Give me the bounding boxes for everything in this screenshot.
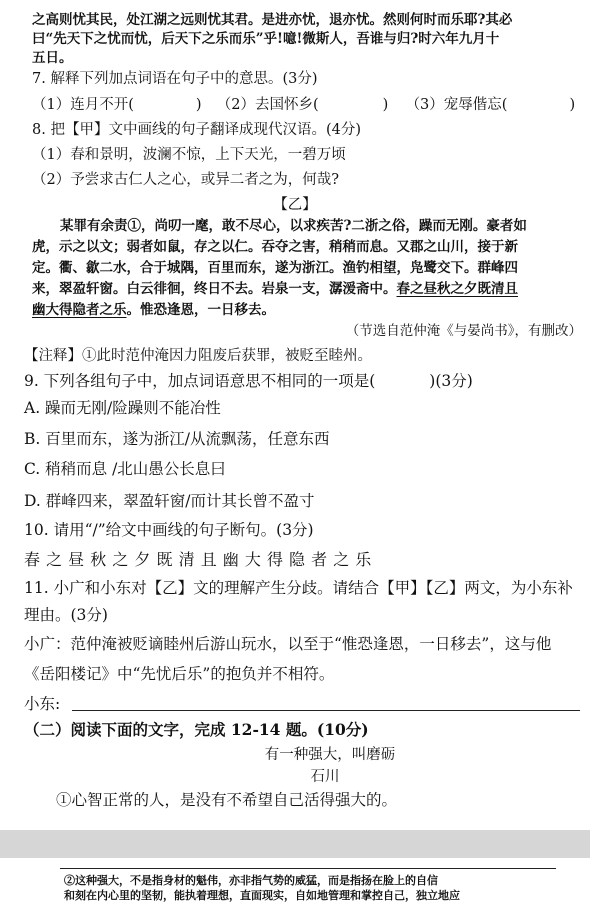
passage-yi-line-2: 虎，示之以文；弱者如鼠，存之以仁。吞夺之害，稍稍而息。又郡之山川，接于新 <box>32 239 518 255</box>
page-gap <box>0 830 590 858</box>
q9-stem <box>24 369 582 391</box>
q9-stem-close: )(3分) <box>429 372 473 390</box>
passage-yi-line-4-a: 来，翠盈轩窗。白云徘徊，终日不去。岩泉一支，潺湲斋中。 <box>32 281 397 297</box>
q9-option-a: A. 躁而无刚/险躁则不能冶性 <box>24 399 221 417</box>
q11-answer-line[interactable] <box>72 710 580 711</box>
passage-jia-line-1: 之高则忧其民，处江湖之远则忧其君。是进亦忧，退亦忧。然则何时而乐耶?其必 <box>32 12 513 28</box>
q10-sentence: 春 之 昼 秋 之 夕 既 清 且 幽 大 得 隐 者 之 乐 <box>24 550 372 569</box>
passage-yi-source: （节选自范仲淹《与晏尚书》，有删改） <box>345 323 582 339</box>
q9-option-b: B. 百里而东，遂为浙江/从流飘荡，任意东西 <box>24 430 330 448</box>
passage-yi-note: 【注释】①此时范仲淹因力阻废后获罪，被贬至睦州。 <box>24 348 372 364</box>
q7-item-1-close: ) <box>195 97 202 113</box>
q11-stem-line-2: 理由。(3分) <box>24 606 108 624</box>
page-2-top-rule <box>60 868 556 869</box>
q8-item-1: （1）春和景明，波澜不惊，上下天光，一碧万顷 <box>32 147 346 163</box>
article-para-2-line-2: 和刻在内心里的坚韧，能执着理想，直面现实，自如地管理和掌控自己，独立地应 <box>64 889 460 902</box>
passage-yi-line-4 <box>32 277 582 297</box>
passage-yi-heading: 【乙】 <box>273 197 317 213</box>
passage-jia-line-2: 曰“先天下之忧而忧，后天下之乐而乐”乎!噫!微斯人，吾谁与归?时六年九月十 <box>32 31 500 47</box>
q7-item-2: （2）去国怀乡( <box>216 97 319 113</box>
passage-yi-underlined-b: 幽大得隐者之乐 <box>32 302 127 318</box>
passage-yi-line-5-b: 。惟恐逢恩，一日移去。 <box>126 302 275 318</box>
article-author: 石川 <box>310 769 340 785</box>
q7-stem: 7. 解释下列加点词语在句子中的意思。(3分) <box>32 71 318 87</box>
passage-yi-line-1: 某罪有余责①，尚叨一麾，敢不尽心，以求疾苦?二浙之俗，躁而无刚。豪者如 <box>60 218 527 234</box>
q11-xiaodong-label: 小东: <box>24 695 61 713</box>
q9-option-c: C. 稍稍而息 /北山愚公长息曰 <box>24 460 226 478</box>
passage-yi-underlined-a: 春之昼秋之夕既清且 <box>396 281 518 297</box>
q7-items <box>32 93 582 114</box>
q7-item-2-close: ) <box>382 97 389 113</box>
article-para-2-line-1: ②这种强大，不是指身材的魁伟，亦非指气势的威猛，而是指扬在脸上的自信 <box>64 874 438 887</box>
q8-stem: 8. 把【甲】文中画线的句子翻译成现代汉语。(4分) <box>32 122 361 138</box>
passage-jia-line-3: 五日。 <box>32 50 73 66</box>
section-2-heading: （二）阅读下面的文字，完成 12-14 题。(10分) <box>24 720 369 739</box>
q9-option-d: D. 群峰四来，翠盈轩窗/而计其长曾不盈寸 <box>24 492 315 510</box>
q7-item-3: （3）宠辱偕忘( <box>405 97 508 113</box>
q8-item-2: （2）予尝求古仁人之心，或异二者之为，何哉? <box>32 172 339 188</box>
article-title: 有一种强大，叫磨砺 <box>264 747 396 763</box>
q11-xiaoguang-line-2: 《岳阳楼记》中“先忧后乐”的抱负并不相符。 <box>24 665 335 683</box>
q9-stem-text: 9. 下列各组句子中，加点词语意思不相同的一项是( <box>24 372 376 390</box>
q11-xiaoguang-line-1: 小广：范仲淹被贬谪睦州后游山玩水，以至于“惟恐逢恩，一日移去”，这与他 <box>24 635 552 653</box>
passage-yi-line-3: 定。衢、歙二水，合于城隅，百里而东，遂为浙江。渔钓相望，凫鹭交下。群峰四 <box>32 260 518 276</box>
q7-item-1: （1）连月不开( <box>32 97 134 113</box>
q7-item-3-close: ) <box>569 97 576 113</box>
passage-yi-line-5 <box>32 298 582 318</box>
article-para-1: ①心智正常的人，是没有不希望自己活得强大的。 <box>56 791 398 809</box>
q10-stem: 10. 请用“/”给文中画线的句子断句。(3分) <box>24 521 314 539</box>
exam-page-2-top <box>0 858 590 902</box>
q11-stem-line-1: 11. 小广和小东对【乙】文的理解产生分歧。请结合【甲】【乙】两文，为小东补 <box>24 579 573 597</box>
